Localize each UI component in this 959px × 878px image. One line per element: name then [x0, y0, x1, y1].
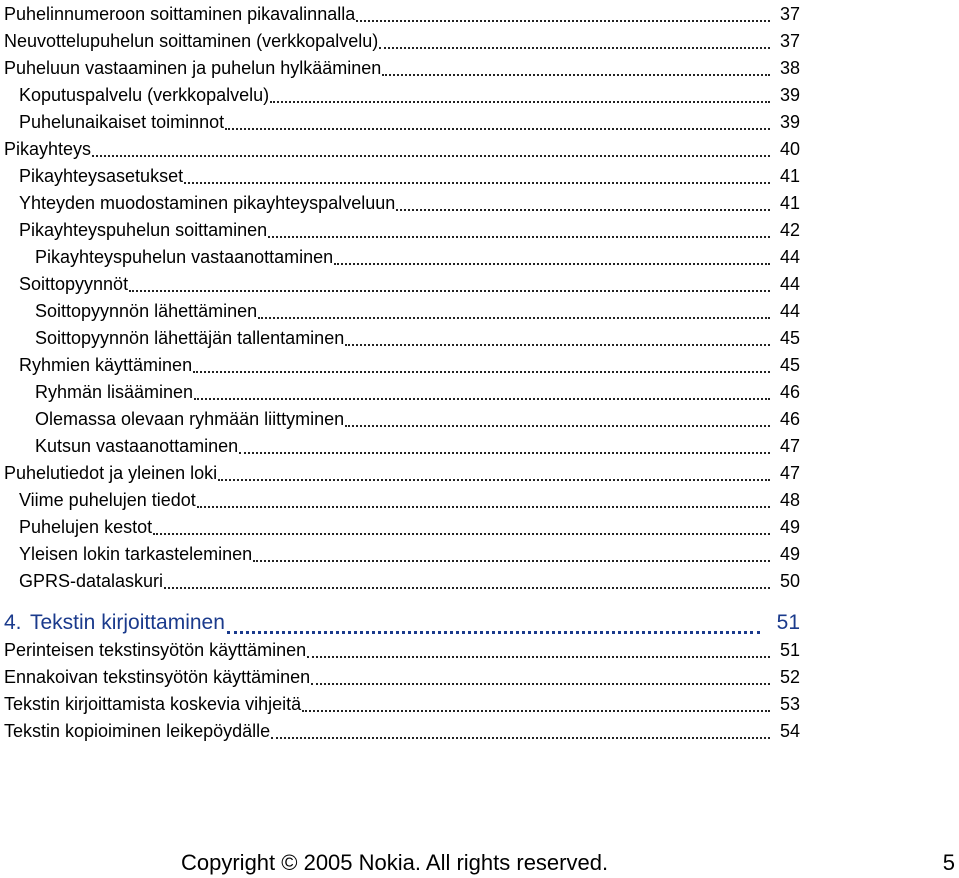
dot-leader — [197, 506, 770, 508]
dot-leader — [271, 737, 770, 739]
dot-leader — [307, 656, 770, 658]
toc-entry-page: 46 — [779, 409, 800, 429]
toc-entry-page: 44 — [779, 274, 800, 294]
toc-entry[interactable] — [4, 636, 800, 664]
toc-entry-label: Yhteyden muodostaminen pikayhteyspalveluun — [19, 193, 396, 213]
toc-entry[interactable] — [19, 513, 800, 541]
dot-leader — [184, 182, 770, 184]
dot-leader — [302, 710, 770, 712]
toc-entry-page: 40 — [779, 139, 800, 159]
toc-entry-page: 50 — [779, 571, 800, 591]
toc-entry-page: 49 — [779, 517, 800, 537]
dot-leader — [92, 155, 770, 157]
dot-leader — [356, 20, 770, 22]
toc-entry-page: 47 — [779, 463, 800, 483]
dot-leader — [382, 74, 770, 76]
footer-page-number: 5 — [942, 850, 955, 875]
toc-entry-label: Pikayhteyspuhelun vastaanottaminen — [35, 247, 334, 267]
toc-entry-page: 47 — [779, 436, 800, 456]
toc-entry-page: 48 — [779, 490, 800, 510]
dot-leader — [193, 371, 770, 373]
toc-entry-page: 53 — [779, 694, 800, 714]
toc-entry[interactable] — [19, 108, 800, 136]
toc-entry-label: Pikayhteysasetukset — [19, 166, 184, 186]
dot-leader — [334, 263, 770, 265]
toc-entry-page: 52 — [779, 667, 800, 687]
toc-entry-page: 37 — [779, 4, 800, 24]
toc-entry[interactable] — [4, 690, 800, 718]
dot-leader — [218, 479, 770, 481]
toc-entry-page: 39 — [779, 85, 800, 105]
dot-leader — [227, 631, 760, 634]
toc-entry[interactable] — [19, 216, 800, 244]
toc-entry-page: 37 — [779, 31, 800, 51]
dot-leader — [270, 101, 770, 103]
toc-entry-page: 39 — [779, 112, 800, 132]
toc-chapter-heading[interactable] — [4, 607, 800, 639]
toc-entry[interactable] — [4, 135, 800, 163]
toc-entry-label: Pikayhteyspuhelun soittaminen — [19, 220, 268, 240]
dot-leader — [379, 47, 770, 49]
toc-entry-page: 42 — [779, 220, 800, 240]
dot-leader — [311, 683, 770, 685]
toc-entry[interactable] — [19, 567, 800, 595]
toc-entry-page: 45 — [779, 328, 800, 348]
toc-entry[interactable] — [19, 162, 800, 190]
toc-entry[interactable] — [19, 81, 800, 109]
toc-entry-page: 44 — [779, 247, 800, 267]
toc-entry-label: Ryhmien käyttäminen — [19, 355, 193, 375]
toc-entry-label: GPRS-datalaskuri — [19, 571, 164, 591]
toc-entry[interactable] — [4, 0, 800, 28]
toc-entry-label: Puhelinnumeroon soittaminen pikavalinnalla — [4, 4, 356, 24]
toc-entry[interactable] — [19, 189, 800, 217]
dot-leader — [268, 236, 770, 238]
toc-entry[interactable] — [35, 432, 800, 460]
toc-entry-label: Ennakoivan tekstinsyötön käyttäminen — [4, 667, 311, 687]
dot-leader — [239, 452, 770, 454]
toc-entry-label: Kutsun vastaanottaminen — [35, 436, 239, 456]
toc-entry-page: 49 — [779, 544, 800, 564]
toc-entry[interactable] — [4, 54, 800, 82]
toc-entry[interactable] — [19, 540, 800, 568]
toc-entry[interactable] — [35, 297, 800, 325]
toc-entry-label: Puhelunaikaiset toiminnot — [19, 112, 225, 132]
dot-leader — [345, 344, 770, 346]
toc-entry-label: Puhelutiedot ja yleinen loki — [4, 463, 218, 483]
dot-leader — [129, 290, 770, 292]
toc-entry[interactable] — [35, 378, 800, 406]
toc-entry[interactable] — [4, 717, 800, 745]
toc-entry-page: 41 — [779, 193, 800, 213]
toc-entry-label: Pikayhteys — [4, 139, 92, 159]
toc-entry-page: 46 — [779, 382, 800, 402]
toc-entry[interactable] — [35, 324, 800, 352]
footer-copyright: Copyright © 2005 Nokia. All rights reserved. — [181, 850, 609, 875]
toc-entry-page: 38 — [779, 58, 800, 78]
toc-entry[interactable] — [4, 459, 800, 487]
dot-leader — [164, 587, 770, 589]
toc-entry-label: Koputuspalvelu (verkkopalvelu) — [19, 85, 270, 105]
toc-entry-label: Tekstin kopioiminen leikepöydälle — [4, 721, 271, 741]
toc-entry-label: Soittopyynnöt — [19, 274, 129, 294]
toc-entry-page: 54 — [779, 721, 800, 741]
toc-entry-label: Olemassa olevaan ryhmään liittyminen — [35, 409, 345, 429]
chapter-title: Tekstin kirjoittaminen — [30, 611, 225, 634]
dot-leader — [194, 398, 770, 400]
toc-entry-page: 41 — [779, 166, 800, 186]
toc-entry-label: Soittopyynnön lähettäjän tallentaminen — [35, 328, 345, 348]
dot-leader — [396, 209, 770, 211]
chapter-number: 4. — [4, 611, 22, 634]
toc-entry-label: Yleisen lokin tarkasteleminen — [19, 544, 253, 564]
dot-leader — [225, 128, 770, 130]
toc-entry[interactable] — [35, 243, 800, 271]
dot-leader — [253, 560, 770, 562]
toc-entry[interactable] — [19, 351, 800, 379]
toc-entry[interactable] — [19, 270, 800, 298]
toc-entry-page: 51 — [779, 640, 800, 660]
dot-leader — [153, 533, 770, 535]
toc-entry[interactable] — [35, 405, 800, 433]
toc-entry[interactable] — [4, 27, 800, 55]
toc-entry-label: Viime puhelujen tiedot — [19, 490, 196, 510]
dot-leader — [258, 317, 770, 319]
toc-entry-label: Perinteisen tekstinsyötön käyttäminen — [4, 640, 307, 660]
toc-entry-label: Soittopyynnön lähettäminen — [35, 301, 258, 321]
toc-entry-label: Ryhmän lisääminen — [35, 382, 194, 402]
toc-entry-label: Tekstin kirjoittamista koskevia vihjeitä — [4, 694, 302, 714]
toc-entry-label: Puhelujen kestot — [19, 517, 153, 537]
toc-entry-page: 44 — [779, 301, 800, 321]
chapter-page: 51 — [776, 611, 800, 634]
dot-leader — [345, 425, 770, 427]
toc-entry[interactable] — [4, 663, 800, 691]
toc-entry-label: Puheluun vastaaminen ja puhelun hylkääminen — [4, 58, 382, 78]
toc-entry[interactable] — [19, 486, 800, 514]
toc-entry-page: 45 — [779, 355, 800, 375]
toc-entry-label: Neuvottelupuhelun soittaminen (verkkopalvelu) — [4, 31, 379, 51]
